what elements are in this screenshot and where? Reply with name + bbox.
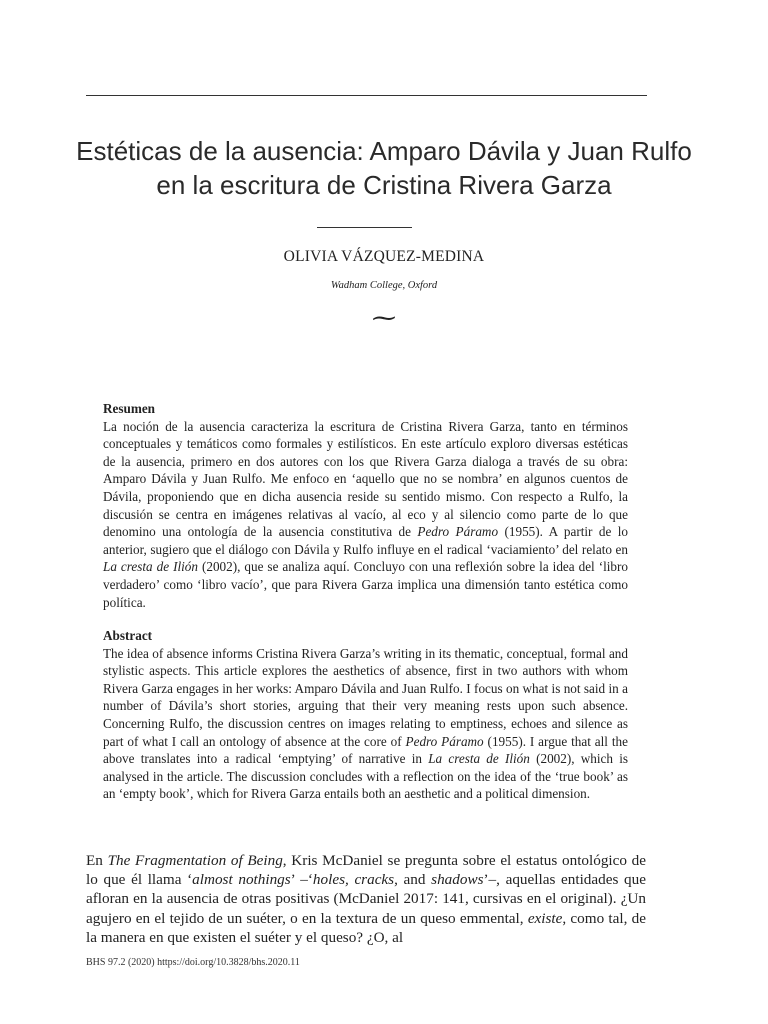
author-name: OLIVIA VÁZQUEZ-MEDINA bbox=[283, 248, 485, 265]
abstract-section bbox=[103, 627, 628, 803]
resumen-text: La noción de la ausencia caracteriza la escritura de Cristina Rivera Garza, tanto en términos conceptuales y temáticos como formales y estilísticos. En este artículo exploro diversas estéticas de la ausencia, primero en dos autores con los que Rivera Garza dialoga a través de su obra: Amparo Dávila y Juan Rulfo. Me enfoco en ‘aquello que no se nombra’ en algunos cuentos de Dávila, proponiendo que en dicha ausencia reside su sentido mismo. Con respecto a Rulfo, la discusión se centra en imágenes relativas al vacío, al eco y al silencio como parte de lo que denomino una ontología de la ausencia constitutiva de Pedro Páramo (1955). A partir de lo anterior, sugiero que el diálogo con Dávila y Rulfo influye en el radical ‘vaciamiento’ del relato en La cresta de Ilión (2002), que se analiza aquí. Concluyo con una reflexión sobre la idea del ‘libro verdadero’ como ‘libro vacío’, que para Rivera Garza implica una dimensión tanto estética como política. bbox=[103, 418, 628, 610]
ornament-icon: ⁓ bbox=[372, 306, 396, 332]
abstract-heading: Abstract bbox=[103, 628, 153, 643]
body-paragraph: En The Fragmentation of Being, Kris McDaniel se pregunta sobre el estatus ontológico de lo que él llama ‘almost nothings’ –‘holes, cracks, and shadows’–, aquellas entidades que afloran en la ausencia de otras positivas (McDaniel 2017: 141, cursivas en el original). ¿Un agujero en el tejido de un suéter, o en la textura de un queso emmental, existe, como tal, de la manera en que existen el suéter y el queso? ¿O, al bbox=[86, 852, 646, 946]
author-affiliation: Wadham College, Oxford bbox=[330, 280, 438, 291]
journal-footer: BHS 97.2 (2020) https://doi.org/10.3828/bhs.2020.11 bbox=[86, 957, 300, 968]
title-divider bbox=[317, 227, 412, 228]
abstract-text: The idea of absence informs Cristina Rivera Garza’s writing in its thematic, conceptual, formal and stylistic aspects. This article explores the aesthetics of absence, first in two authors with whom Rivera Garza engages in her works: Amparo Dávila and Juan Rulfo. I focus on what is not said in a number of Dávila’s short stories, arguing that their very meaning rests upon such absence. Concerning Rulfo, the discussion centres on images relating to emptiness, echoes and silence as part of what I call an ontology of absence at the core of Pedro Páramo (1955). I argue that all the above translates into a radical ‘emptying’ of narrative in La cresta de Ilión (2002), which is analysed in the article. The discussion concludes with a reflection on the idea of the ‘true book’ as an ‘empty book’, which for Rivera Garza entails both an aesthetic and a political dimension. bbox=[103, 645, 629, 802]
article-title: Estéticas de la ausencia: Amparo Dávila y Juan Rulfo en la escritura de Cristina Rivera Garza bbox=[76, 136, 692, 200]
top-rule bbox=[86, 95, 647, 96]
resumen-section bbox=[103, 400, 628, 611]
resumen-heading: Resumen bbox=[103, 401, 156, 416]
